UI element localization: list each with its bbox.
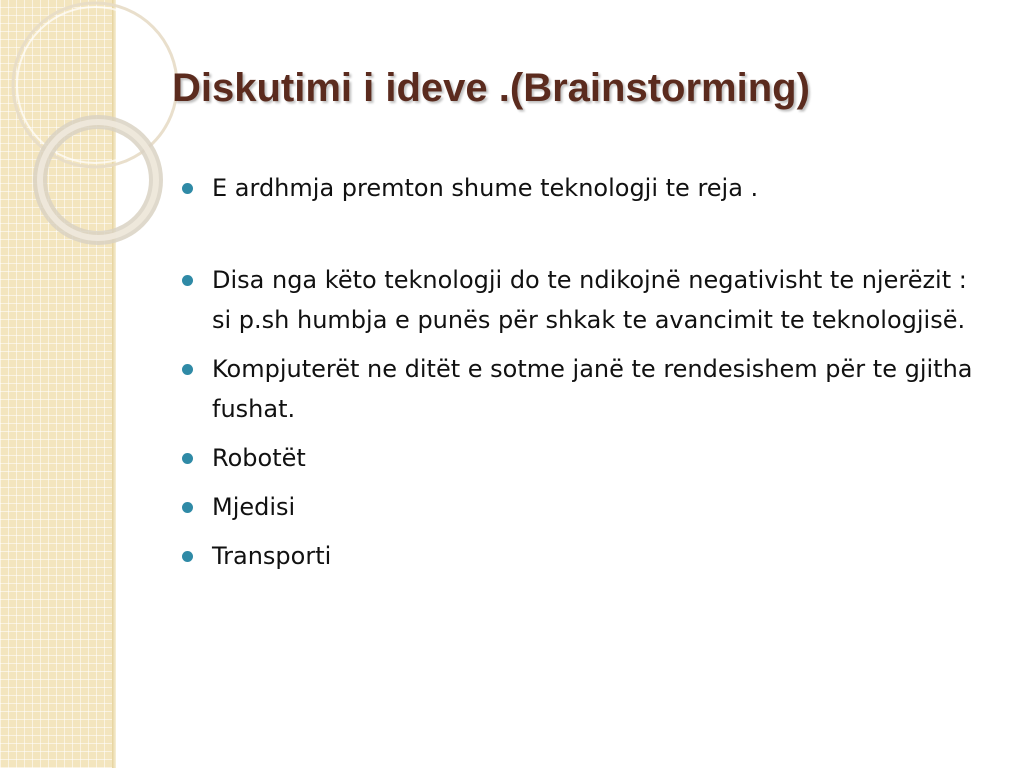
bullet-text: Mjedisi xyxy=(212,493,296,521)
bullet-dot-icon xyxy=(182,502,193,513)
slide-title: Diskutimi i ideve .(Brainstorming) xyxy=(172,66,810,110)
bullet-dot-icon xyxy=(182,453,193,464)
bullet-text: E ardhmja premton shume teknologji te reja . xyxy=(212,174,759,202)
bullet-item xyxy=(182,349,982,429)
bullet-dot-icon xyxy=(182,183,193,194)
bullet-text: Transporti xyxy=(212,542,332,570)
decorative-rings xyxy=(0,0,160,260)
bullet-dot-icon xyxy=(182,551,193,562)
bullet-item xyxy=(182,438,982,478)
bullet-item xyxy=(182,487,982,527)
bullet-text: Robotët xyxy=(212,444,306,472)
bullet-text: Kompjuterët ne ditët e sotme janë te rendesishem për te gjitha fushat. xyxy=(212,355,973,423)
bullet-dot-icon xyxy=(182,275,193,286)
bullet-item xyxy=(182,168,982,208)
bullet-item xyxy=(182,536,982,576)
bullet-dot-icon xyxy=(182,364,193,375)
bullet-text: Disa nga këto teknologji do te ndikojnë negativisht te njerëzit : si p.sh humbja e punës për shkak te avancimit te teknologjisë. xyxy=(212,266,967,334)
bullet-item xyxy=(182,260,982,340)
bullet-list xyxy=(182,168,982,585)
